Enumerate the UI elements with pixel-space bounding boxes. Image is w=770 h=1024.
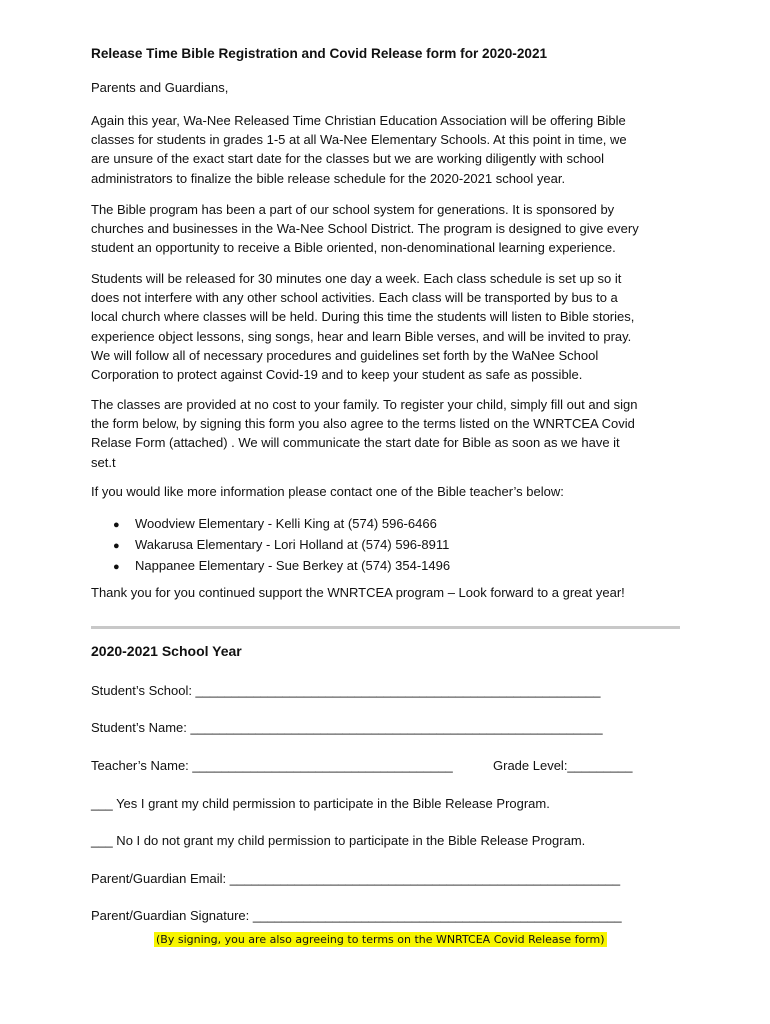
paragraph-line: does not interfere with any other school activities. Each class will be transported by bus to a bbox=[91, 290, 618, 306]
section-divider bbox=[91, 626, 680, 629]
paragraph-line: experience object lessons, sing songs, hear and learn Bible verses, and will be invited to pray. bbox=[91, 328, 632, 344]
greeting: Parents and Guardians, bbox=[91, 80, 229, 95]
contact-item bbox=[113, 514, 450, 535]
paragraph-line: local church where classes will be held. During this time the students will listen to Bible stories, bbox=[91, 309, 635, 325]
student-name-field[interactable]: Student’s Name: _________________________________________________________ bbox=[91, 720, 603, 735]
signing-agreement-note: (By signing, you are also agreeing to terms on the WNRTCEA Covid Release form) bbox=[156, 933, 605, 946]
bullet-icon: ● bbox=[113, 561, 120, 574]
paragraph-line: classes for students in grades 1-5 at all Wa-Nee Elementary Schools. At this point in time, we bbox=[91, 132, 627, 148]
paragraph-line: Corporation to protect against Covid-19 and to keep your student as safe as possible. bbox=[91, 367, 583, 383]
permission-no-option[interactable]: ___ No I do not grant my child permission to participate in the Bible Release Program. bbox=[91, 833, 586, 848]
paragraph-intro bbox=[91, 111, 691, 188]
paragraph-line: the form below, by signing this form you also agree to the terms listed on the WNRTCEA Covid bbox=[91, 416, 635, 432]
paragraph-line: Again this year, Wa-Nee Released Time Christian Education Association will be offering Bible bbox=[91, 113, 626, 128]
paragraph-line: Students will be released for 30 minutes one day a week. Each class schedule is set up so it bbox=[91, 271, 622, 286]
parent-email-field[interactable]: Parent/Guardian Email: ______________________________________________________ bbox=[91, 871, 621, 886]
contact-text: Woodview Elementary - Kelli King at (574) 596-6466 bbox=[135, 516, 437, 531]
bullet-icon: ● bbox=[113, 519, 120, 531]
contact-item bbox=[113, 556, 450, 577]
contact-text: Wakarusa Elementary - Lori Holland at (574) 596-8911 bbox=[135, 537, 450, 553]
grade-level-field[interactable]: Grade Level:_________ bbox=[493, 758, 633, 773]
paragraph-line: The classes are provided at no cost to your family. To register your child, simply fill out and sign bbox=[91, 397, 638, 412]
paragraph-program bbox=[91, 200, 691, 258]
permission-yes-option[interactable]: ___ Yes I grant my child permission to participate in the Bible Release Program. bbox=[91, 796, 550, 811]
paragraph-line: We will follow all of necessary procedures and guidelines set forth by the WaNee School bbox=[91, 347, 599, 363]
paragraph-schedule bbox=[91, 269, 691, 384]
student-school-field[interactable]: Student’s School: ________________________________________________________ bbox=[91, 683, 601, 698]
section-title: 2020-2021 School Year bbox=[91, 643, 242, 659]
paragraph-line: churches and businesses in the Wa-Nee School District. The program is designed to give every bbox=[91, 221, 639, 237]
bullet-icon: ● bbox=[113, 540, 120, 553]
thank-you-note: Thank you for you continued support the WNRTCEA program – Look forward to a great year! bbox=[91, 585, 625, 600]
teacher-name-field[interactable]: Teacher’s Name: ____________________________________ bbox=[91, 758, 453, 773]
paragraph-line: Relase Form (attached) . We will communicate the start date for Bible as soon as we have it bbox=[91, 435, 620, 451]
paragraph-line: The Bible program has been a part of our school system for generations. It is sponsored by bbox=[91, 202, 615, 217]
document-title: Release Time Bible Registration and Covid Release form for 2020-2021 bbox=[91, 46, 548, 61]
contact-intro: If you would like more information please contact one of the Bible teacher’s below: bbox=[91, 484, 564, 499]
contact-text: Nappanee Elementary - Sue Berkey at (574) 354-1496 bbox=[135, 558, 451, 574]
paragraph-line: set.t bbox=[91, 454, 116, 470]
contact-list bbox=[113, 514, 450, 578]
paragraph-line: are unsure of the exact start date for the classes but we are working diligently with school bbox=[91, 151, 605, 167]
paragraph-registration bbox=[91, 395, 691, 472]
parent-signature-field[interactable]: Parent/Guardian Signature: ___________________________________________________ bbox=[91, 908, 622, 923]
paragraph-line: student an opportunity to receive a Bible oriented, non-denominational learning experience. bbox=[91, 240, 616, 256]
contact-item bbox=[113, 535, 450, 556]
paragraph-line: administrators to finalize the bible release schedule for the 2020-2021 school year. bbox=[91, 170, 566, 186]
